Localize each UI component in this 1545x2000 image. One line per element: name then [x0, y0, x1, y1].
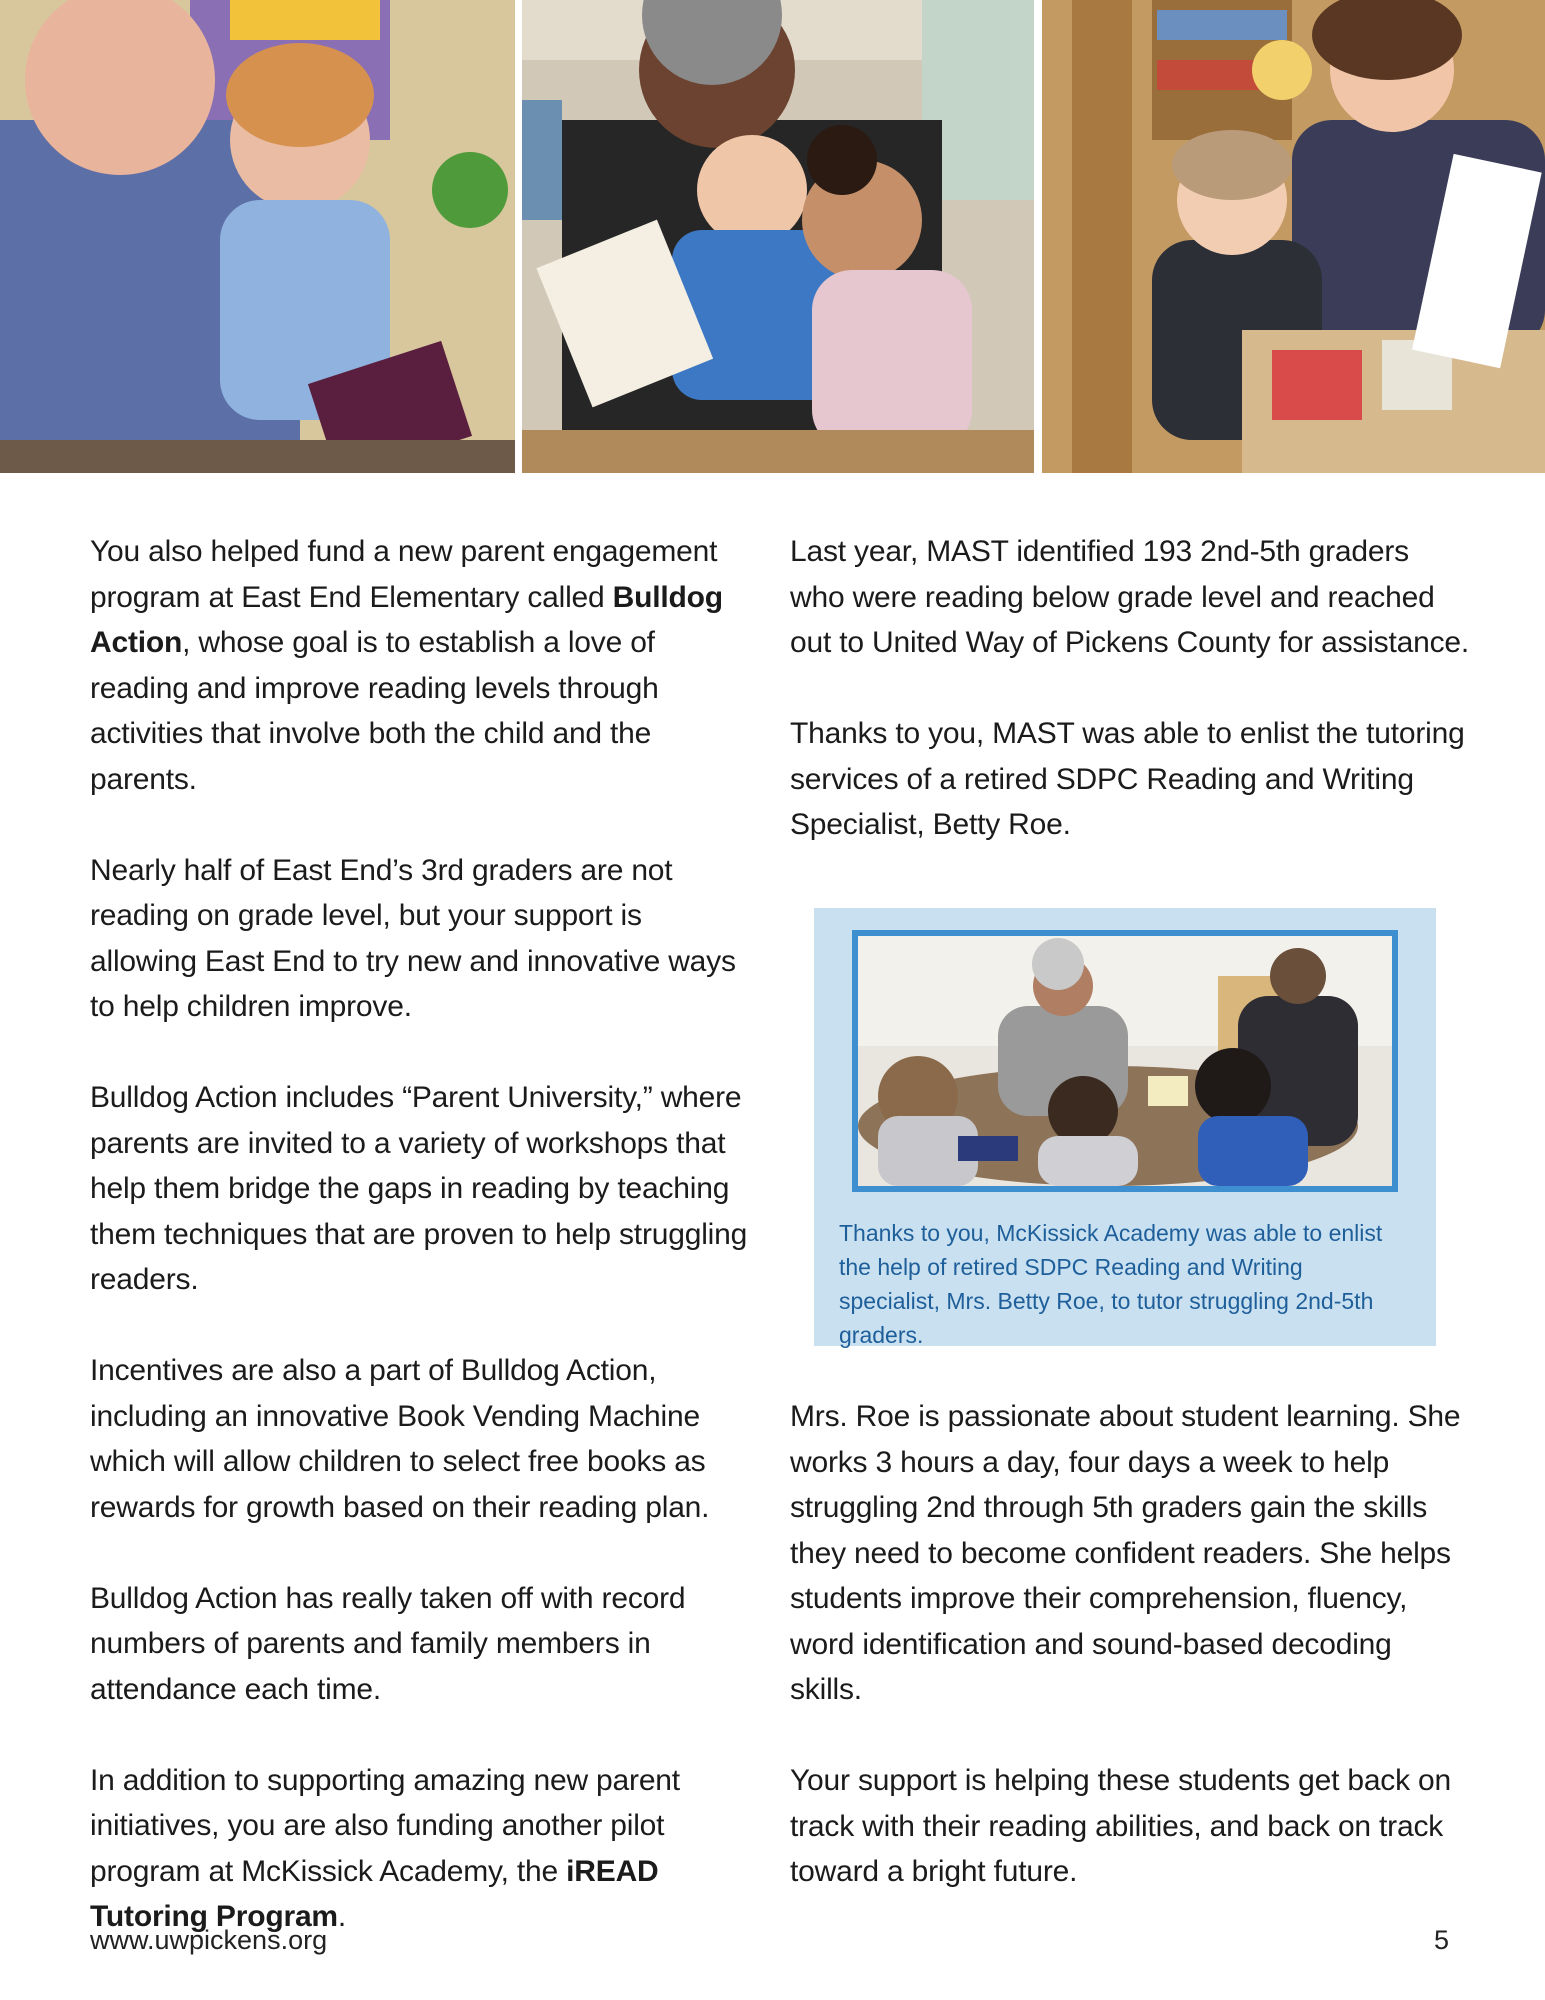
left-column	[90, 529, 755, 1985]
photo-woman-reading-to-toddlers	[522, 0, 1034, 473]
photo-woman-with-children-in-library	[1042, 0, 1545, 473]
page-number: 5	[1433, 1925, 1449, 1955]
text: , whose goal is to establish a love of reading and improve reading levels through activities that involve both the child and the parents.	[90, 626, 659, 796]
right-column-lower	[790, 1394, 1470, 1940]
paragraph-betty-roe: Thanks to you, MAST was able to enlist the tutoring services of a retired SDPC Reading and Writing Specialist, Betty Roe.	[790, 717, 1465, 841]
text: In addition to supporting amazing new parent initiatives, you are also funding another pilot program at McKissick Academy, the	[90, 1763, 680, 1888]
photo-tutoring-session	[852, 930, 1398, 1192]
photo-caption: Thanks to you, McKissick Academy was able to enlist the help of retired SDPC Reading and Writing specialist, Mrs. Betty Roe, to tutor struggling 2nd-5th graders.	[839, 1220, 1383, 1348]
paragraph-parent-university: Bulldog Action includes “Parent University,” where parents are invited to a variety of workshops that help them bridge the gaps in reading by teaching them techniques that are proven to help struggling readers.	[90, 1081, 748, 1296]
paragraph-mrs-roe: Mrs. Roe is passionate about student learning. She works 3 hours a day, four days a week to help struggling 2nd through 5th graders gain the skills they need to become confident readers. She helps students improve their comprehension, fluency, word identification and sound-based decoding skills.	[790, 1400, 1461, 1706]
photo-grandfather-reading-with-boy	[0, 0, 515, 473]
paragraph-mast-identified: Last year, MAST identified 193 2nd-5th graders who were reading below grade level and reached out to United Way of Pickens County for assistance.	[790, 535, 1470, 659]
photo-strip	[0, 0, 1545, 473]
text: You also helped fund a new parent engagement program at East End Elementary called	[90, 535, 718, 614]
paragraph-attendance: Bulldog Action has really taken off with record numbers of parents and family members in attendance each time.	[90, 1581, 686, 1706]
paragraph-bulldog-action-intro	[90, 529, 755, 802]
photo-callout-box	[814, 908, 1436, 1346]
paragraph-incentives: Incentives are also a part of Bulldog Action, including an innovative Book Vending Machine which will allow children to select free books as rewards for growth based on their reading plan.	[90, 1354, 710, 1524]
bold-text: iREAD Tutoring Program	[90, 1854, 659, 1933]
paragraph-support: Your support is helping these students get back on track with their reading abilities, and back on track toward a bright future.	[790, 1764, 1452, 1888]
right-column	[790, 529, 1470, 893]
bold-text: Bulldog Action	[90, 580, 723, 659]
paragraph-iread-intro	[90, 1758, 755, 1940]
text: .	[337, 1900, 347, 1933]
footer-website: www.uwpickens.org	[90, 1925, 328, 1955]
paragraph-third-graders: Nearly half of East End’s 3rd graders are not reading on grade level, but your support is allowing East End to try new and innovative ways to help children improve.	[90, 853, 736, 1023]
